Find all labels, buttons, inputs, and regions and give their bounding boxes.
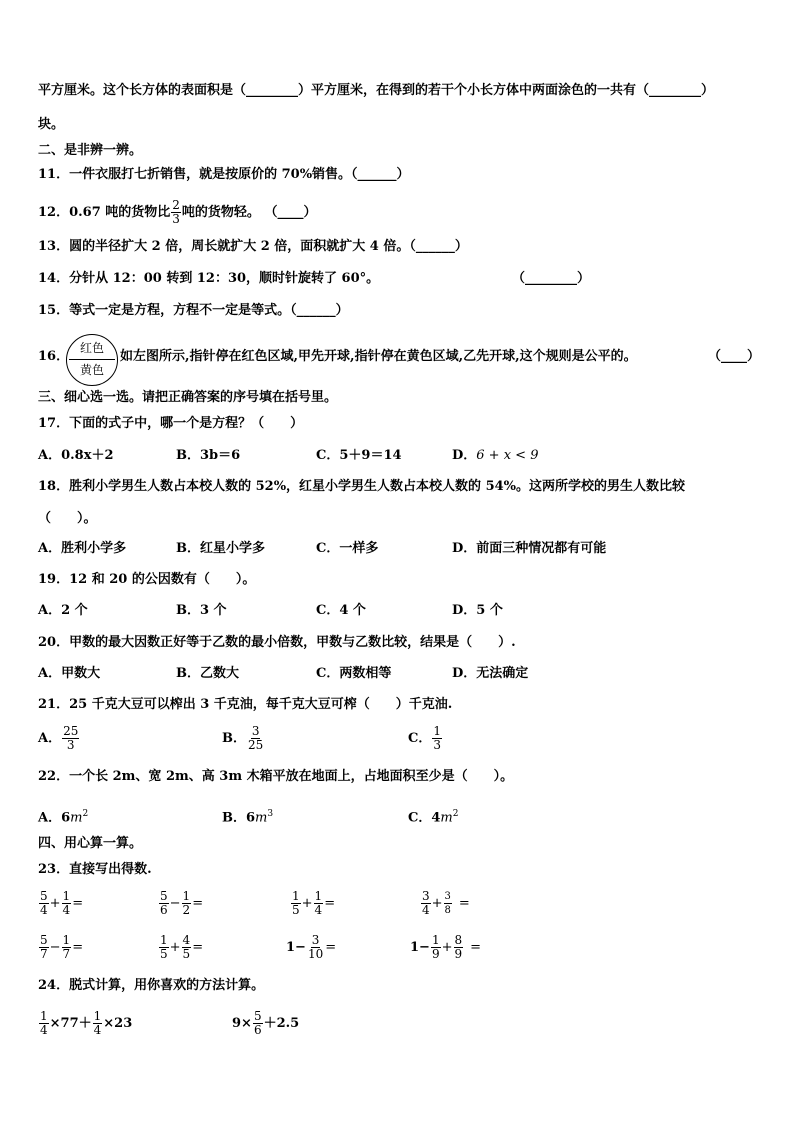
- question-12: [38, 199, 316, 226]
- fraction: [431, 934, 441, 961]
- q21-option-b: [222, 725, 265, 752]
- q21-c-num: 1: [433, 724, 441, 738]
- denominator: 7: [40, 947, 48, 961]
- q24-expression-1: [38, 1010, 132, 1037]
- q22-a-value: A．6: [38, 810, 71, 826]
- operator: +: [169, 940, 181, 955]
- q21-b-fraction: [247, 725, 264, 752]
- question-18: 18．胜利小学男生人数占本校人数的 52%，红星小学男生人数占本校人数的 54%。这两所学校的男生人数比较: [38, 479, 686, 494]
- fraction: [182, 890, 192, 917]
- q12-num: 2: [172, 198, 180, 212]
- q18-option-b: B．红星小学多: [176, 541, 265, 556]
- q19-option-b: B．3 个: [176, 603, 227, 618]
- operator: +: [441, 940, 453, 955]
- q12-fraction: [171, 199, 181, 226]
- q17-d-expr: 6 + x < 9: [476, 448, 539, 463]
- spinner-yellow-label: 黄色: [79, 363, 104, 377]
- operator: −: [49, 940, 61, 955]
- expression-prefix: 1−: [286, 940, 306, 955]
- question-13: 13．圆的半径扩大 2 倍，周长就扩大 2 倍，面积就扩大 4 倍。（______）: [38, 239, 468, 254]
- spinner-red-label: 红色: [79, 341, 104, 355]
- numerator: 3: [311, 933, 320, 947]
- q23-r2-e1: [38, 934, 83, 961]
- q23-r1-e3: [290, 890, 335, 917]
- numerator: 1: [40, 1009, 48, 1023]
- q23-r1-e2: [158, 890, 203, 917]
- fraction: [39, 890, 49, 917]
- q17-d-label: D．: [452, 448, 477, 463]
- numerator: 4: [182, 933, 191, 947]
- q22-option-b: [222, 805, 273, 827]
- numerator: 3: [444, 891, 451, 902]
- equals-sign: =: [458, 896, 470, 911]
- q22-a-unit: m: [70, 810, 83, 826]
- section-3-title: 三、细心选一选。请把正确答案的序号填在括号里。: [38, 390, 338, 405]
- equals-sign: =: [192, 896, 204, 911]
- fraction: [159, 890, 169, 917]
- q20-option-b: B．乙数大: [176, 666, 239, 681]
- top-line-1: 平方厘米。这个长方体的表面积是（________）平方厘米，在得到的若干个小长方体中两面涂色的一共有（________）: [38, 83, 715, 98]
- q17-option-d: [452, 447, 538, 465]
- section-2-title: 二、是非辨一辨。: [38, 143, 143, 158]
- equals-sign: =: [72, 896, 84, 911]
- question-11: 11．一件衣服打七折销售，就是按原价的 70%销售。（______）: [38, 167, 410, 182]
- denominator: 4: [93, 1023, 102, 1037]
- q19-option-d: D．5 个: [452, 603, 503, 618]
- q20-option-d: D．无法确定: [452, 666, 529, 681]
- denominator: 5: [292, 903, 300, 917]
- fraction: [62, 890, 72, 917]
- section-4-title: 四、用心算一算。: [38, 836, 143, 851]
- spinner-diagram: [66, 334, 118, 386]
- q18-option-c: C．一样多: [316, 541, 379, 556]
- q17-option-c: C．5＋9＝14: [316, 448, 402, 463]
- q18-option-a: A．胜利小学多: [38, 541, 127, 556]
- q21-b-den: 25: [248, 738, 264, 752]
- numerator: 1: [431, 933, 440, 947]
- q20-option-a: A．甲数大: [38, 666, 101, 681]
- operator: +: [301, 896, 313, 911]
- q12-prefix: 12．0.67 吨的货物比: [38, 205, 171, 220]
- numerator: 1: [182, 889, 191, 903]
- fraction: [62, 934, 72, 961]
- q23-r2-e2: [158, 934, 203, 961]
- q22-c-unit: m: [440, 810, 453, 826]
- q22-b-value: B．6: [222, 810, 256, 826]
- q23-r2-e3: [286, 934, 336, 961]
- q21-c-den: 3: [433, 738, 441, 752]
- fraction: [39, 1010, 49, 1037]
- numerator: 5: [160, 889, 168, 903]
- fraction: [93, 1010, 103, 1037]
- q21-a-label: A．: [38, 731, 62, 746]
- question-24: 24．脱式计算，用你喜欢的方法计算。: [38, 978, 265, 993]
- question-14: 14．分针从 12：00 转到 12：30，顺时针旋转了 60°。: [38, 271, 380, 286]
- q21-b-label: B．: [222, 731, 246, 746]
- top-line-2: 块。: [38, 117, 65, 132]
- numerator: 1: [93, 1009, 102, 1023]
- fraction: [444, 890, 452, 917]
- question-22: 22．一个长 2m、宽 2m、高 3m 木箱平放在地面上，占地面积至少是（ ）。: [38, 769, 514, 784]
- q23-r1-e4: [420, 890, 470, 917]
- denominator: 6: [160, 903, 168, 917]
- fraction: [39, 934, 49, 961]
- fraction: [159, 934, 169, 961]
- denominator: 2: [182, 903, 191, 917]
- numerator: 1: [62, 933, 71, 947]
- spinner-divider: [69, 359, 115, 360]
- equals-sign: =: [470, 940, 482, 955]
- numerator: 5: [40, 889, 48, 903]
- equals-sign: =: [325, 940, 337, 955]
- fraction: [454, 934, 464, 961]
- denominator: 5: [160, 947, 168, 961]
- q16-label: 16．: [38, 349, 70, 364]
- q18-option-d: D．前面三种情况都有可能: [452, 541, 607, 556]
- denominator: 9: [454, 947, 463, 961]
- denominator: 4: [40, 1023, 48, 1037]
- denominator: 6: [253, 1023, 262, 1037]
- equals-sign: =: [192, 940, 204, 955]
- denominator: 9: [431, 947, 440, 961]
- q21-a-num: 25: [63, 724, 79, 738]
- question-18-cont: （ ）。: [38, 511, 97, 526]
- denominator: 7: [62, 947, 71, 961]
- numerator: 3: [422, 889, 430, 903]
- operator: +: [49, 896, 61, 911]
- fraction: [182, 934, 192, 961]
- q21-c-label: C．: [408, 731, 432, 746]
- q21-a-den: 3: [66, 738, 75, 752]
- q19-option-c: C．4 个: [316, 603, 366, 618]
- denominator: 5: [182, 947, 191, 961]
- q21-option-a: [38, 725, 80, 752]
- expression-end: ×23: [103, 1016, 133, 1031]
- q22-b-unit: m: [255, 810, 268, 826]
- q22-c-value: C．4: [408, 810, 441, 826]
- q14-answer: （________）: [512, 271, 591, 286]
- equals-sign: =: [72, 940, 84, 955]
- q22-c-exp: 2: [452, 809, 459, 819]
- equals-sign: =: [324, 896, 336, 911]
- numerator: 5: [253, 1009, 262, 1023]
- q23-r2-e4: [410, 934, 481, 961]
- fraction: [291, 890, 301, 917]
- q23-r1-e1: [38, 890, 83, 917]
- numerator: 1: [62, 889, 71, 903]
- q17-option-a: A．0.8x＋2: [38, 448, 114, 463]
- denominator: 4: [62, 903, 71, 917]
- numerator: 1: [292, 889, 300, 903]
- operator: −: [169, 896, 181, 911]
- question-21: 21．25 千克大豆可以榨出 3 千克油，每千克大豆可榨（ ）千克油.: [38, 697, 453, 712]
- fraction: [307, 934, 324, 961]
- question-15: 15．等式一定是方程，方程不一定是等式。（______）: [38, 303, 349, 318]
- q22-option-a: [38, 805, 88, 827]
- numerator: 1: [160, 933, 168, 947]
- fraction: [253, 1010, 263, 1037]
- q20-option-c: C．两数相等: [316, 666, 392, 681]
- expression-prefix: 1−: [410, 940, 430, 955]
- question-20: 20．甲数的最大因数正好等于乙数的最小倍数，甲数与乙数比较，结果是（ ）.: [38, 635, 516, 650]
- expression-middle: ×77＋: [49, 1016, 92, 1031]
- q24-expression-2: [232, 1010, 299, 1037]
- q12-den: 3: [172, 212, 180, 226]
- question-19: 19．12 和 20 的公因数有（ ）。: [38, 572, 256, 587]
- q21-b-num: 3: [251, 724, 260, 738]
- q22-b-exp: 3: [267, 809, 274, 819]
- operator: +: [431, 896, 443, 911]
- numerator: 8: [454, 933, 463, 947]
- numerator: 5: [40, 933, 48, 947]
- denominator: 10: [307, 947, 324, 961]
- fraction: [314, 890, 324, 917]
- q17-option-b: B．3b＝6: [176, 448, 241, 463]
- expression-end: ＋2.5: [263, 1016, 300, 1031]
- q21-c-fraction: [432, 725, 442, 752]
- q21-option-c: [408, 725, 443, 752]
- denominator: 8: [444, 905, 451, 916]
- q12-suffix: 吨的货物轻。 （____）: [181, 205, 317, 220]
- question-17: 17．下面的式子中，哪一个是方程？（ ）: [38, 416, 304, 431]
- denominator: 4: [422, 903, 430, 917]
- numerator: 1: [314, 889, 323, 903]
- q16-text: 如左图所示,指针停在红色区域,甲先开球,指针停在黄色区域,乙先开球,这个规则是公平的。: [120, 349, 637, 364]
- denominator: 4: [314, 903, 323, 917]
- q16-answer: （____）: [708, 349, 761, 364]
- q22-a-exp: 2: [82, 809, 89, 819]
- q19-option-a: A．2 个: [38, 603, 88, 618]
- denominator: 4: [40, 903, 48, 917]
- expression-prefix: 9×: [232, 1016, 252, 1031]
- q21-a-fraction: [62, 725, 79, 752]
- q22-option-c: [408, 805, 458, 827]
- fraction: [421, 890, 431, 917]
- question-23: 23．直接写出得数.: [38, 862, 152, 877]
